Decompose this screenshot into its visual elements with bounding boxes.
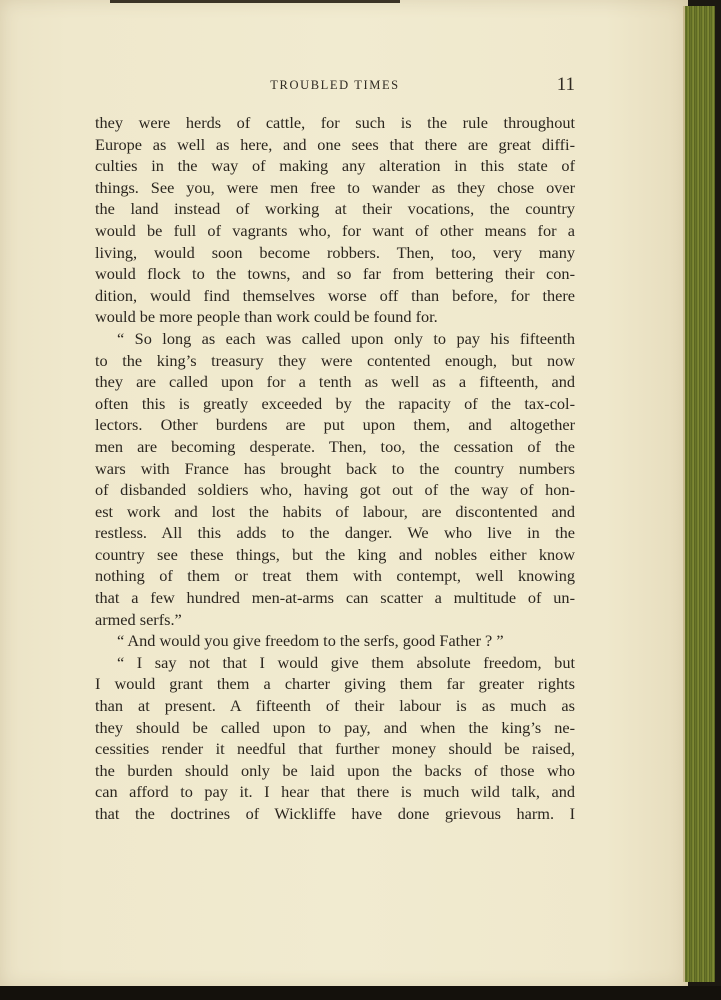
text-line: “ And would you give freedom to the serfs, good Father ? ” [117, 631, 504, 651]
text-line: armed serfs.” [95, 609, 182, 629]
text-line: wars with France has brought back to the country numbers [95, 458, 575, 478]
page-number: 11 [556, 74, 575, 95]
text-line: the burden should only be laid upon the backs of those who [95, 760, 575, 780]
body-text [95, 112, 575, 825]
text-line: that a few hundred men-at-arms can scatter a multitude of un- [95, 588, 575, 608]
text-line: they should be called upon to pay, and when the king’s ne- [95, 717, 575, 737]
text-line: I would grant them a charter giving them far greater rights [95, 674, 575, 694]
text-line: nothing of them or treat them with contempt, well knowing [95, 566, 575, 586]
text-line: living, would soon become robbers. Then, too, very many [95, 242, 575, 262]
text-line: would flock to the towns, and so far from bettering their con- [95, 264, 575, 284]
text-line: “ So long as each was called upon only to pay his fifteenth [117, 328, 575, 348]
text-line: can afford to pay it. I hear that there is much wild talk, and [95, 782, 575, 802]
text-line: of disbanded soldiers who, having got out of the way of hon- [95, 480, 575, 500]
text-line: the land instead of working at their vocations, the country [95, 199, 575, 219]
text-line: dition, would find themselves worse off than before, for there [95, 285, 575, 305]
text-line: they are called upon for a tenth as well as a fifteenth, and [95, 372, 575, 392]
text-line: lectors. Other burdens are put upon them, and altogether [95, 415, 575, 435]
text-line: cessities render it needful that further money should be raised, [95, 739, 575, 759]
text-line: that the doctrines of Wickliffe have done grievous harm. I [95, 804, 575, 823]
text-line: would be full of vagrants who, for want of other means for a [95, 220, 575, 240]
text-line: to the king’s treasury they were contented enough, but now [95, 350, 575, 370]
text-line: than at present. A fifteenth of their labour is as much as [95, 696, 575, 716]
text-line: est work and lost the habits of labour, are discontented and [95, 501, 575, 521]
text-line: restless. All this adds to the danger. We who live in the [95, 523, 575, 543]
running-head: TROUBLED TIMES [270, 78, 400, 92]
text-line: “ I say not that I would give them absolute freedom, but [117, 652, 575, 672]
text-line: they were herds of cattle, for such is the rule throughout [95, 113, 575, 132]
text-line: Europe as well as here, and one sees that there are great diffi- [95, 134, 575, 154]
text-line: culties in the way of making any alteration in this state of [95, 156, 575, 176]
page-header [95, 74, 575, 98]
book-page-edge [683, 6, 715, 982]
text-line: often this is greatly exceeded by the rapacity of the tax-col- [95, 393, 575, 413]
text-line: men are becoming desperate. Then, too, the cessation of the [95, 436, 575, 456]
top-edge-mark [110, 0, 400, 3]
text-line: country see these things, but the king and nobles either know [95, 544, 575, 564]
scan-bottom-border [0, 986, 721, 1000]
text-line: things. See you, were men free to wander as they chose over [95, 177, 575, 197]
text-line: would be more people than work could be found for. [95, 307, 438, 327]
